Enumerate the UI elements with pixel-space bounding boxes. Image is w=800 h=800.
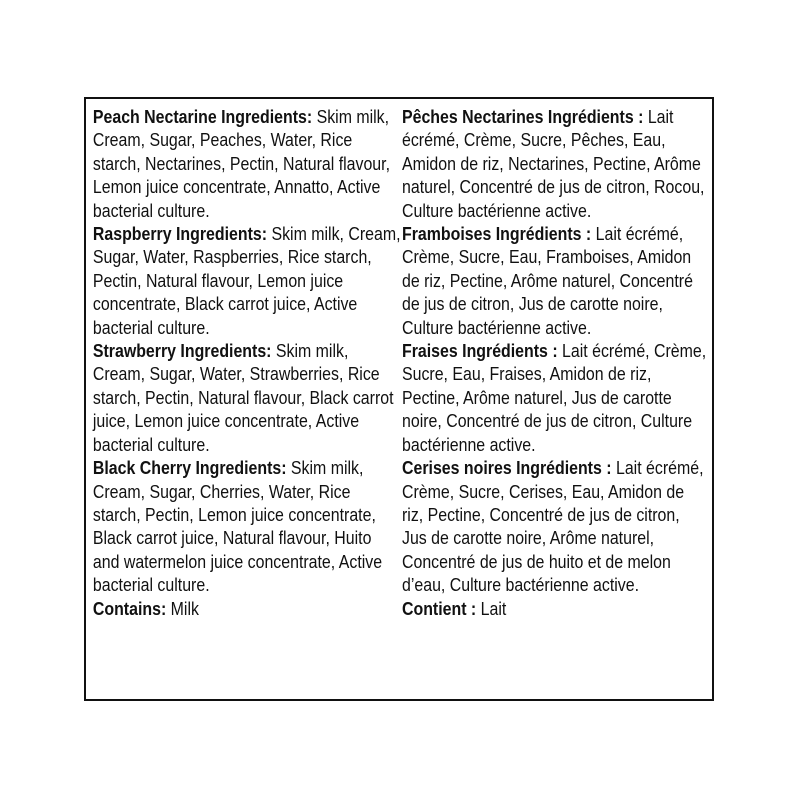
- french-column: [402, 99, 708, 699]
- ingredients-label: [84, 97, 714, 701]
- section-text: Skim milk, Cream, Sugar, Water, Strawberries, Rice starch, Pectin, Natural flavour, Black carrot juice, Lemon juice concentrate, Active bacterial culture.: [92, 340, 394, 455]
- contient-allergen: [402, 597, 708, 620]
- section-text: Lait écrémé, Crème, Sucre, Cerises, Eau, Amidon de riz, Pectine, Concentré de jus de citron, Jus de carotte noire, Arôme naturel, Concentré de jus de huito et de melon d’eau, Culture bactérienne active.: [402, 457, 704, 596]
- section-heading: Contient :: [402, 597, 477, 619]
- section-text: Lait écrémé, Crème, Sucre, Pêches, Eau, Amidon de riz, Nectarines, Pectine, Arôme naturel, Concentré de jus de citron, Rocou, Culture bactérienne active.: [402, 106, 705, 221]
- contains-allergen: [93, 597, 401, 620]
- peches-nectarines-ingredients: [402, 105, 708, 222]
- section-heading: Raspberry Ingredients:: [92, 223, 268, 245]
- black-cherry-ingredients: [93, 456, 401, 596]
- section-heading: Framboises Ingrédients :: [402, 223, 592, 245]
- strawberry-ingredients: [93, 339, 401, 456]
- section-text: Skim milk, Cream, Sugar, Peaches, Water, Rice starch, Nectarines, Pectin, Natural flavour, Lemon juice concentrate, Annatto, Active bacterial culture.: [92, 106, 390, 221]
- section-text: Lait écrémé, Crème, Sucre, Eau, Fraises, Amidon de riz, Pectine, Arôme naturel, Jus de carotte noire, Concentré de jus de citron, Culture bactérienne active.: [402, 340, 707, 455]
- peach-nectarine-ingredients: [93, 105, 401, 222]
- section-heading: Contains:: [92, 597, 167, 619]
- section-text: Milk: [166, 597, 199, 619]
- cerises-noires-ingredients: [402, 456, 708, 596]
- section-heading: Pêches Nectarines Ingrédients :: [402, 106, 644, 127]
- section-heading: Black Cherry Ingredients:: [92, 457, 287, 479]
- fraises-ingredients: [402, 339, 708, 456]
- section-heading: Strawberry Ingredients:: [92, 340, 272, 362]
- english-column: [86, 99, 401, 699]
- raspberry-ingredients: [93, 222, 401, 339]
- section-heading: Fraises Ingrédients :: [402, 340, 558, 362]
- section-heading: Peach Nectarine Ingredients:: [92, 106, 313, 127]
- section-text: Skim milk, Cream, Sugar, Water, Raspberries, Rice starch, Pectin, Natural flavour, Lemon juice concentrate, Black carrot juice, Active bacterial culture.: [92, 223, 401, 338]
- section-heading: Cerises noires Ingrédients :: [402, 457, 612, 479]
- section-text: Lait: [476, 597, 507, 619]
- section-text: Skim milk, Cream, Sugar, Cherries, Water, Rice starch, Pectin, Lemon juice concentrate, Black carrot juice, Natural flavour, Huito and watermelon juice concentrate, Active bacterial culture.: [92, 457, 383, 596]
- section-text: Lait écrémé, Crème, Sucre, Eau, Framboises, Amidon de riz, Pectine, Arôme naturel, Concentré de jus de citron, Jus de carotte noire, Culture bactérienne active.: [402, 223, 693, 338]
- framboises-ingredients: [402, 222, 708, 339]
